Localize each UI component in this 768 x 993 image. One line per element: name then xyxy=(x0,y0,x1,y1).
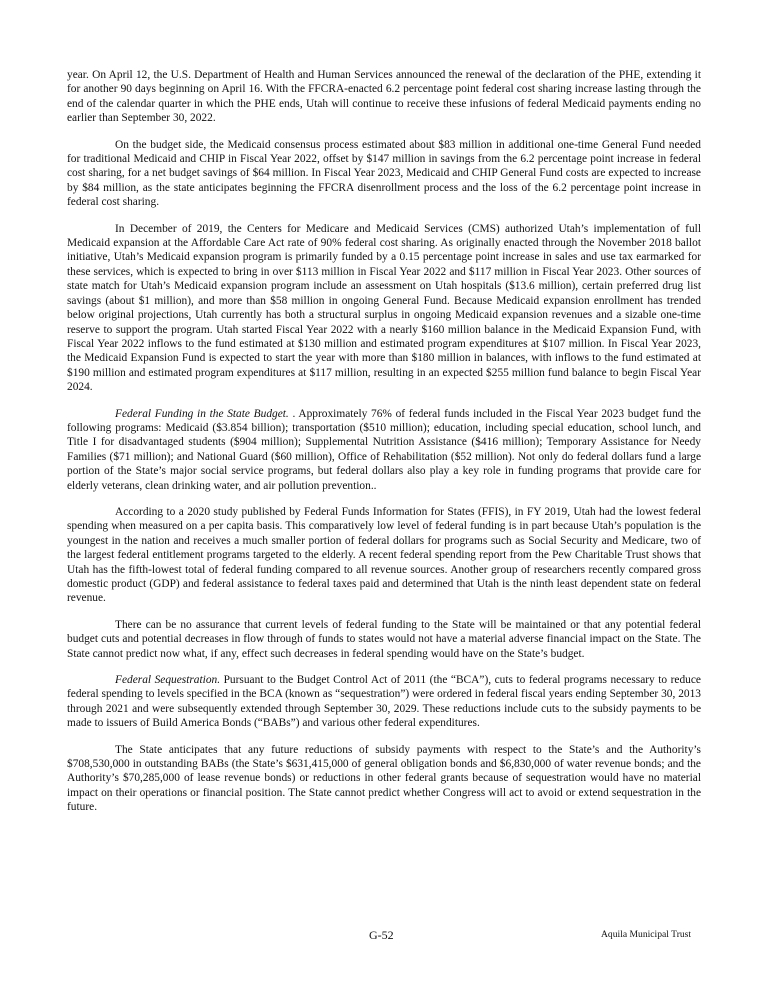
paragraph-text: There can be no assurance that current levels of federal funding to the State will be maintained or that any potential federal budget cuts and potential decreases in flow through of funds to states would not have a material adverse financial impact on the State. The State cannot predict now what, if any, effect such decreases in federal spending would have on the State’s budget. xyxy=(67,618,701,660)
body-text xyxy=(67,68,701,827)
paragraph-text: According to a 2020 study published by Federal Funds Information for States (FFIS), in FY 2019, Utah had the lowest federal spending when measured on a per capita basis. This comparatively low level of federal funding is in part because Utah’s population is the youngest in the nation and receives a much smaller portion of federal dollars for programs such as Social Security and Medicare, two of the largest federal entitlement programs targeted to the elderly. A recent federal spending report from the Pew Charitable Trust shows that Utah has the fifth-lowest total of federal funding compared to all revenue sources. Another group of researchers recently compared gross domestic product (GDP) and federal assistance to federal taxes paid and determined that Utah is the ninth least dependent state on federal revenue. xyxy=(67,505,701,605)
paragraph-federal-sequestration xyxy=(67,673,701,731)
section-heading-federal-sequestration: Federal Sequestration. xyxy=(115,674,221,687)
paragraph-medicaid-expansion xyxy=(67,222,701,395)
paragraph-babs-subsidy xyxy=(67,743,701,815)
paragraph-text: On the budget side, the Medicaid consensus process estimated about $83 million in additional one-time General Fund needed for traditional Medicaid and CHIP in Fiscal Year 2022, offset by $147 million in savings from the 6.2 percentage point increase in federal cost sharing, for a net budget savings of $64 million. In Fiscal Year 2023, Medicaid and CHIP General Fund costs are expected to increase by $84 million, as the state anticipates beginning the FFCRA disenrollment process and the loss of the 6.2 percentage point increase in federal cost sharing. xyxy=(67,138,701,209)
footer-trust-name: Aquila Municipal Trust xyxy=(601,929,692,940)
paragraph-no-assurance xyxy=(67,618,701,661)
paragraph-budget-side xyxy=(67,138,701,210)
paragraph-text: year. On April 12, the U.S. Department of Health and Human Services announced the renewal of the declaration of the PHE, extending it for another 90 days beginning on April 16. With the FFCRA-enacted 6.2 percentage point federal cost sharing increase lasting through the end of the calendar quarter in which the PHE ends, Utah will continue to receive these infusions of federal Medicaid payments ending no earlier than September 30, 2022. xyxy=(67,69,701,125)
paragraph-text: Pursuant to the Budget Control Act of 2011 (the “BCA”), cuts to federal programs necessary to reduce federal spending to levels specified in the BCA (known as “sequestration”) were ordered in federal fiscal years ending September 30, 2013 through 2021 and were subsequently extended through September 30, 2029. These reductions include cuts to the subsidy payments to be made to issuers of Build America Bonds (“BABs”) and various other federal expenditures. xyxy=(67,674,701,730)
paragraph-ffis-study xyxy=(67,505,701,606)
paragraph-text: The State anticipates that any future reductions of subsidy payments with respect to the State’s and the Authority’s $708,530,000 in outstanding BABs (the State’s $631,415,000 of general obligation bonds and $6,830,000 of water revenue bonds; and the Authority’s $70,285,000 of lease revenue bonds) or reductions in other federal grants because of sequestration would have no material impact on their operations or financial position. The State cannot predict whether Congress will act to avoid or extend sequestration in the future. xyxy=(67,743,701,814)
paragraph-text: In December of 2019, the Centers for Medicare and Medicaid Services (CMS) authorized Utah’s implementation of full Medicaid expansion at the Affordable Care Act rate of 90% federal cost sharing. As originally enacted through the November 2018 ballot initiative, Utah’s Medicaid expansion program is primarily funded by a 0.15 percentage point increase in sales and use tax earmarked for these services, which is expected to bring in over $113 million in Fiscal Year 2022 and $117 million in Fiscal Year 2023. Other sources of state match for Utah’s Medicaid expansion program include an assessment on Utah hospitals ($13.6 million), certain preferred drug list savings (about $1 million), and more than $58 million in ongoing General Fund. Because Medicaid expansion enrollment has trended below original projections, Utah currently has both a structural surplus in ongoing Medicaid expansion revenues and a sizable one-time reserve to support the program. Utah started Fiscal Year 2022 with a nearly $160 million balance in the Medicaid Expansion Fund, with Fiscal Year 2022 inflows to the fund estimated at $130 million and estimated program expenditures at $107 million. In Fiscal Year 2023, the Medicaid Expansion Fund is expected to start the year with more than $180 million in balances, with inflows to the fund estimated at $190 million and estimated program expenditures at $117 million, resulting in an expected $255 million fund balance to begin Fiscal Year 2024. xyxy=(67,222,701,394)
page-footer xyxy=(0,928,768,948)
page-number: G-52 xyxy=(369,928,394,942)
paragraph-phe-extension xyxy=(67,68,701,126)
paragraph-text: . Approximately 76% of federal funds included in the Fiscal Year 2023 budget fund the following programs: Medicaid ($3.854 billion); transportation ($510 million); education, including special education, school lunch, and Title I for disadvantaged students ($904 million); Supplemental Nutrition Assistance ($416 million); Temporary Assistance for Needy Families ($71 million); and National Guard ($60 million), Office of Rehabilitation ($52 million). Not only do federal dollars fund a large portion of the State’s major social service programs, but federal dollars also play a key role in funding programs that provide care for elderly veterans, clean drinking water, and air pollution prevention.. xyxy=(67,407,701,492)
section-heading-federal-funding: Federal Funding in the State Budget. xyxy=(115,407,289,420)
paragraph-federal-funding xyxy=(67,407,701,493)
